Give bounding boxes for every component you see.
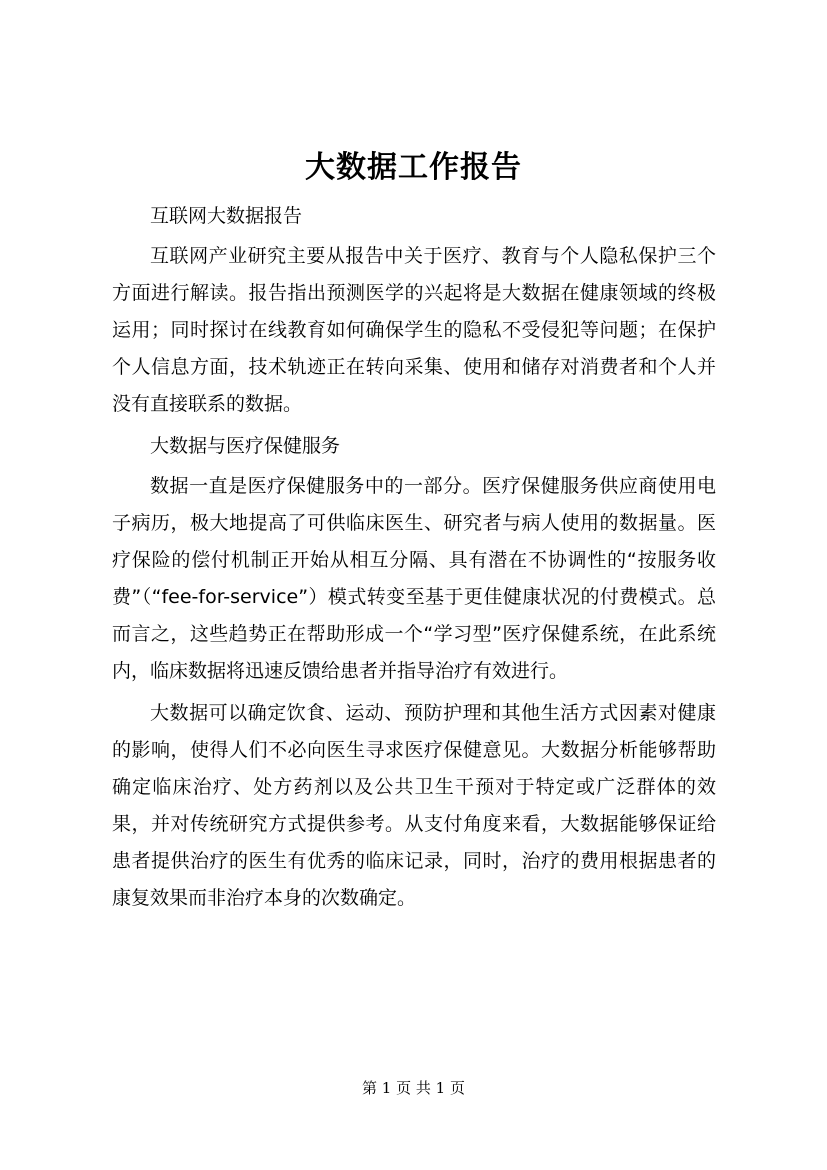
document-body <box>112 198 716 922</box>
section-heading-internet-big-data: 互联网大数据报告 <box>150 205 303 227</box>
paragraph-internet-industry: 互联网产业研究主要从报告中关于医疗、教育与个人隐私保护三个方面进行解读。报告指出预测医学的兴起将是大数据在健康领域的终极运用；同时探讨在线教育如何确保学生的隐私不受侵犯等问题；在保护个人信息方面，技术轨迹正在转向采集、使用和储存对消费者和个人并没有直接联系的数据。 <box>112 245 716 415</box>
paragraph-big-data-effects: 大数据可以确定饮食、运动、预防护理和其他生活方式因素对健康的影响，使得人们不必向医生寻求医疗保健意见。大数据分析能够帮助确定临床治疗、处方药剂以及公共卫生干预对于特定或广泛群体的效果，并对传统研究方式提供参考。从支付角度来看，大数据能够保证给患者提供治疗的医生有优秀的临床记录，同时，治疗的费用根据患者的康复效果而非治疗本身的次数确定。 <box>112 702 716 909</box>
section-heading-healthcare: 大数据与医疗保健服务 <box>150 435 341 457</box>
page-footer: 第 1 页 共 1 页 <box>362 1079 465 1097</box>
document-title: 大数据工作报告 <box>305 150 522 185</box>
paragraph-healthcare-data: 数据一直是医疗保健服务中的一部分。医疗保健服务供应商使用电子病历，极大地提高了可供临床医生、研究者与病人使用的数据量。医疗保险的偿付机制正开始从相互分隔、具有潜在不协调性的“按服务收费”（“fee-for-service”）模式转变至基于更佳健康状况的付费模式。总而言之，这些趋势正在帮助形成一个“学习型”医疗保健系统，在此系统内，临床数据将迅速反馈给患者并指导治疗有效进行。 <box>112 475 716 682</box>
